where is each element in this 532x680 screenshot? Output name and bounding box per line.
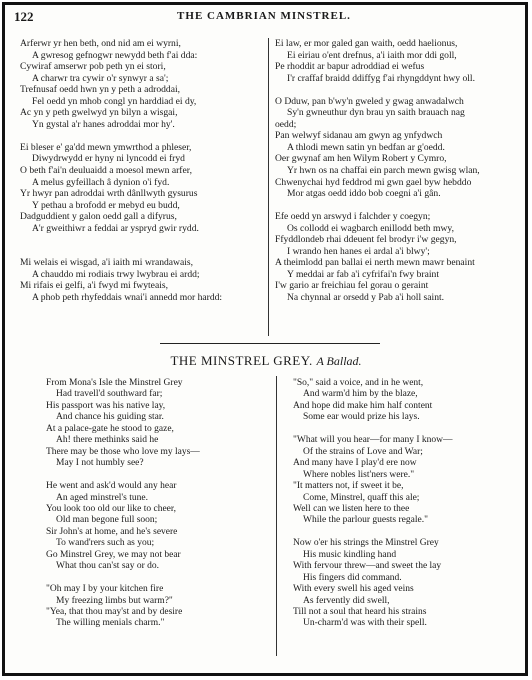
verse-line: Pan welwyf sidanau am gwyn ag ynfydwch [275, 130, 443, 142]
verse-line: oedd; [275, 118, 297, 130]
verse-line: And warm'd him by the blaze, [303, 389, 418, 400]
ballad-left-column [46, 378, 271, 630]
verse-line: "What will you hear—for many I know— [293, 435, 453, 446]
verse-line: Yr hwyr pan adroddai wrth dânllwyth gysurus [20, 188, 198, 200]
verse-line: Sir John's at home, and he's severe [46, 526, 178, 537]
verse-line: Mi rifais ei gelfi, a'i fwyd mi fwyteais, [20, 280, 168, 292]
column-divider-bottom [276, 376, 277, 656]
verse-line: My freezing limbs but warm?" [56, 595, 173, 606]
verse-line: A melus gyfeillach â dynion o'i fyd. [32, 176, 170, 188]
verse-line: I wrando hen hanes ei ardal a'i blwy'; [287, 245, 430, 257]
verse-line: "It matters not, if sweet it be, [293, 481, 404, 492]
verse-line: Chwenychai hyd feddrod mi gwn gael byw hebddo [275, 176, 472, 188]
verse-line: Had travell'd southward far; [56, 389, 163, 400]
stanza-break [46, 470, 271, 481]
verse-line: His music kindling hand [303, 549, 397, 560]
verse-line: What thou can'st say or do. [56, 561, 160, 572]
verse-line: O beth f'ai'n deuluaidd a moesol mewn arfer, [20, 165, 192, 177]
verse-line: He went and ask'd would any hear [46, 481, 177, 492]
welsh-poem-left-column [20, 38, 264, 304]
verse-line: From Mona's Isle the Minstrel Grey [46, 378, 183, 388]
verse-line: Go Minstrel Grey, we may not bear [46, 549, 181, 560]
verse-line: A chauddo mi rodiais trwy lwybrau ei ardd; [32, 268, 200, 280]
stanza-break [20, 130, 264, 142]
ballad-title [0, 353, 532, 369]
verse-line: There may be those who love my lays— [46, 446, 200, 457]
verse-line: May I not humbly see? [56, 458, 144, 469]
section-rule [160, 343, 380, 344]
verse-line: Come, Minstrel, quaff this ale; [303, 492, 420, 503]
verse-line: Trefnusaf oedd hwn yn y peth a adroddai, [20, 84, 181, 96]
verse-line: Y pethau a brofodd er mebyd eu budd, [32, 199, 180, 211]
verse-line: Where nobles list'ners were." [303, 469, 415, 480]
verse-line: His passport was his native lay, [46, 400, 166, 411]
verse-line: And hope did make him half content [293, 400, 433, 411]
verse-line: I'w gario ar freichiau fel gorau o geraint [275, 280, 429, 292]
verse-line: At a palace-gate he stood to gaze, [46, 423, 174, 434]
verse-line: And chance his guiding star. [56, 412, 164, 423]
verse-line: Un-charm'd was with their spell. [303, 618, 427, 629]
column-divider-top [268, 38, 269, 336]
verse-line: Of the strains of Love and War; [303, 446, 423, 457]
verse-line: Na chynnal ar orsedd y Pab a'i holl saint. [287, 292, 445, 304]
verse-line: A charwr tra cywir o'r synwyr a sa'; [32, 72, 169, 84]
verse-line: Efe oedd yn arswyd i falchder y coegyn; [275, 211, 431, 223]
verse-line: "Yea, that thou may'st and by desire [46, 607, 183, 618]
verse-line: Yr hwn os na chaffai ein parch mewn gwisg wlan, [287, 165, 480, 177]
verse-line: As fervently did swell, [303, 595, 390, 606]
running-head: THE CAMBRIAN MINSTREL. [177, 10, 351, 22]
verse-line: "Oh may I by your kitchen fire [46, 584, 164, 595]
verse-line: To wand'rers such as you; [56, 538, 155, 549]
verse-line: O Dduw, pan b'wy'n gweled y gwag anwadalwch [275, 95, 464, 107]
stanza-break [20, 246, 264, 258]
verse-line: Ffyddlondeb rhai ddeuent fel brodyr i'w gegyn, [275, 234, 457, 246]
verse-line: Mi welais ei wisgad, a'i iaith mi wrandawais, [20, 257, 194, 269]
page-header [14, 9, 514, 25]
verse-line: Some ear would prize his lays. [303, 412, 420, 423]
verse-line: A theimlodd pan ballai ei nerth mewn mawr benaint [275, 257, 475, 269]
verse-line: Ei eiriau o'ent drefnus, a'i iaith mor ddi goll, [287, 49, 457, 61]
ballad-right-column [293, 378, 518, 630]
verse-line: Os collodd ei wagbarch enillodd beth mwy, [287, 222, 454, 234]
ballad-subtitle: A Ballad. [316, 354, 362, 368]
verse-line: Till not a soul that heard his strains [293, 607, 427, 618]
verse-line: Arferwr yr hen beth, ond nid am ei wyrni, [20, 38, 181, 49]
verse-line: Dadguddient y galon oedd gall a difyrus, [20, 211, 177, 223]
verse-line: Old man begone full soon; [56, 515, 158, 526]
verse-line: An aged minstrel's tune. [56, 492, 148, 503]
verse-line: Ei law, er mor galed gan waith, oedd haelionus, [275, 38, 458, 49]
verse-line: With every swell his aged veins [293, 584, 414, 595]
verse-line: Pe rhoddit ar bapur adroddiad ei wefus [275, 61, 425, 73]
verse-line: A gwresog gefnogwr newydd beth f'ai dda: [32, 49, 198, 61]
stanza-break [275, 200, 520, 212]
stanza-break [46, 573, 271, 584]
verse-line: You look too old our like to cheer, [46, 503, 177, 514]
verse-line: While the parlour guests regale." [303, 515, 428, 526]
stanza-break [293, 424, 518, 435]
verse-line: Well can we listen here to thee [293, 503, 410, 514]
verse-line: Now o'er his strings the Minstrel Grey [293, 538, 439, 549]
stanza-break [20, 234, 264, 246]
verse-line: The willing menials charm." [56, 618, 165, 629]
verse-line: With fervour threw—and sweet the lay [293, 561, 442, 572]
verse-line: Ac yn y peth gwelwyd yn bilyn a wisgai, [20, 107, 178, 119]
stanza-break [293, 527, 518, 538]
verse-line: Ei bleser e' ga'dd mewn ymwrthod a phleser, [20, 141, 192, 153]
verse-line: "So," said a voice, and in he went, [293, 378, 424, 388]
verse-line: Yn gystal a'r hanes adroddai mor hy'. [32, 118, 175, 130]
page-number: 122 [14, 9, 34, 24]
verse-line: Sy'n gwneuthur dyn brau yn saith brauach nag [287, 107, 465, 119]
verse-line: And many have I play'd ere now [293, 458, 417, 469]
verse-line: Fel oedd yn mhob congl yn harddiad ei dy, [32, 95, 197, 107]
welsh-poem-right-column [275, 38, 520, 304]
verse-line: A phob peth rhyfeddais wnai'i annedd mor hardd: [32, 292, 223, 304]
verse-line: Ah! there methinks said he [56, 435, 159, 446]
verse-line: A'r gweithiwr a feddai ar yspryd gwir rydd. [32, 222, 199, 234]
verse-line: Y meddai ar fab a'i cyfrifai'n fwy braint [287, 268, 440, 280]
verse-line: I'r craffaf braidd ddiffyg f'ai rhyngddynt hwy oll. [287, 72, 475, 84]
verse-line: Oer gwynaf am hen Wilym Robert y Cymro, [275, 153, 447, 165]
verse-line: His fingers did command. [303, 572, 402, 583]
ballad-title-text: THE MINSTREL GREY. [170, 353, 313, 368]
verse-line: Diwydrwydd er hyny ni lyncodd ei fryd [32, 153, 185, 165]
verse-line: Mor atgas oedd iddo bob coegni a'i gân. [287, 188, 441, 200]
stanza-break [275, 84, 520, 96]
verse-line: Cywiraf amserwr pob peth yn ei stori, [20, 61, 166, 73]
verse-line: A thlodi mewn satin yn bedfan ar g'oedd. [287, 141, 445, 153]
